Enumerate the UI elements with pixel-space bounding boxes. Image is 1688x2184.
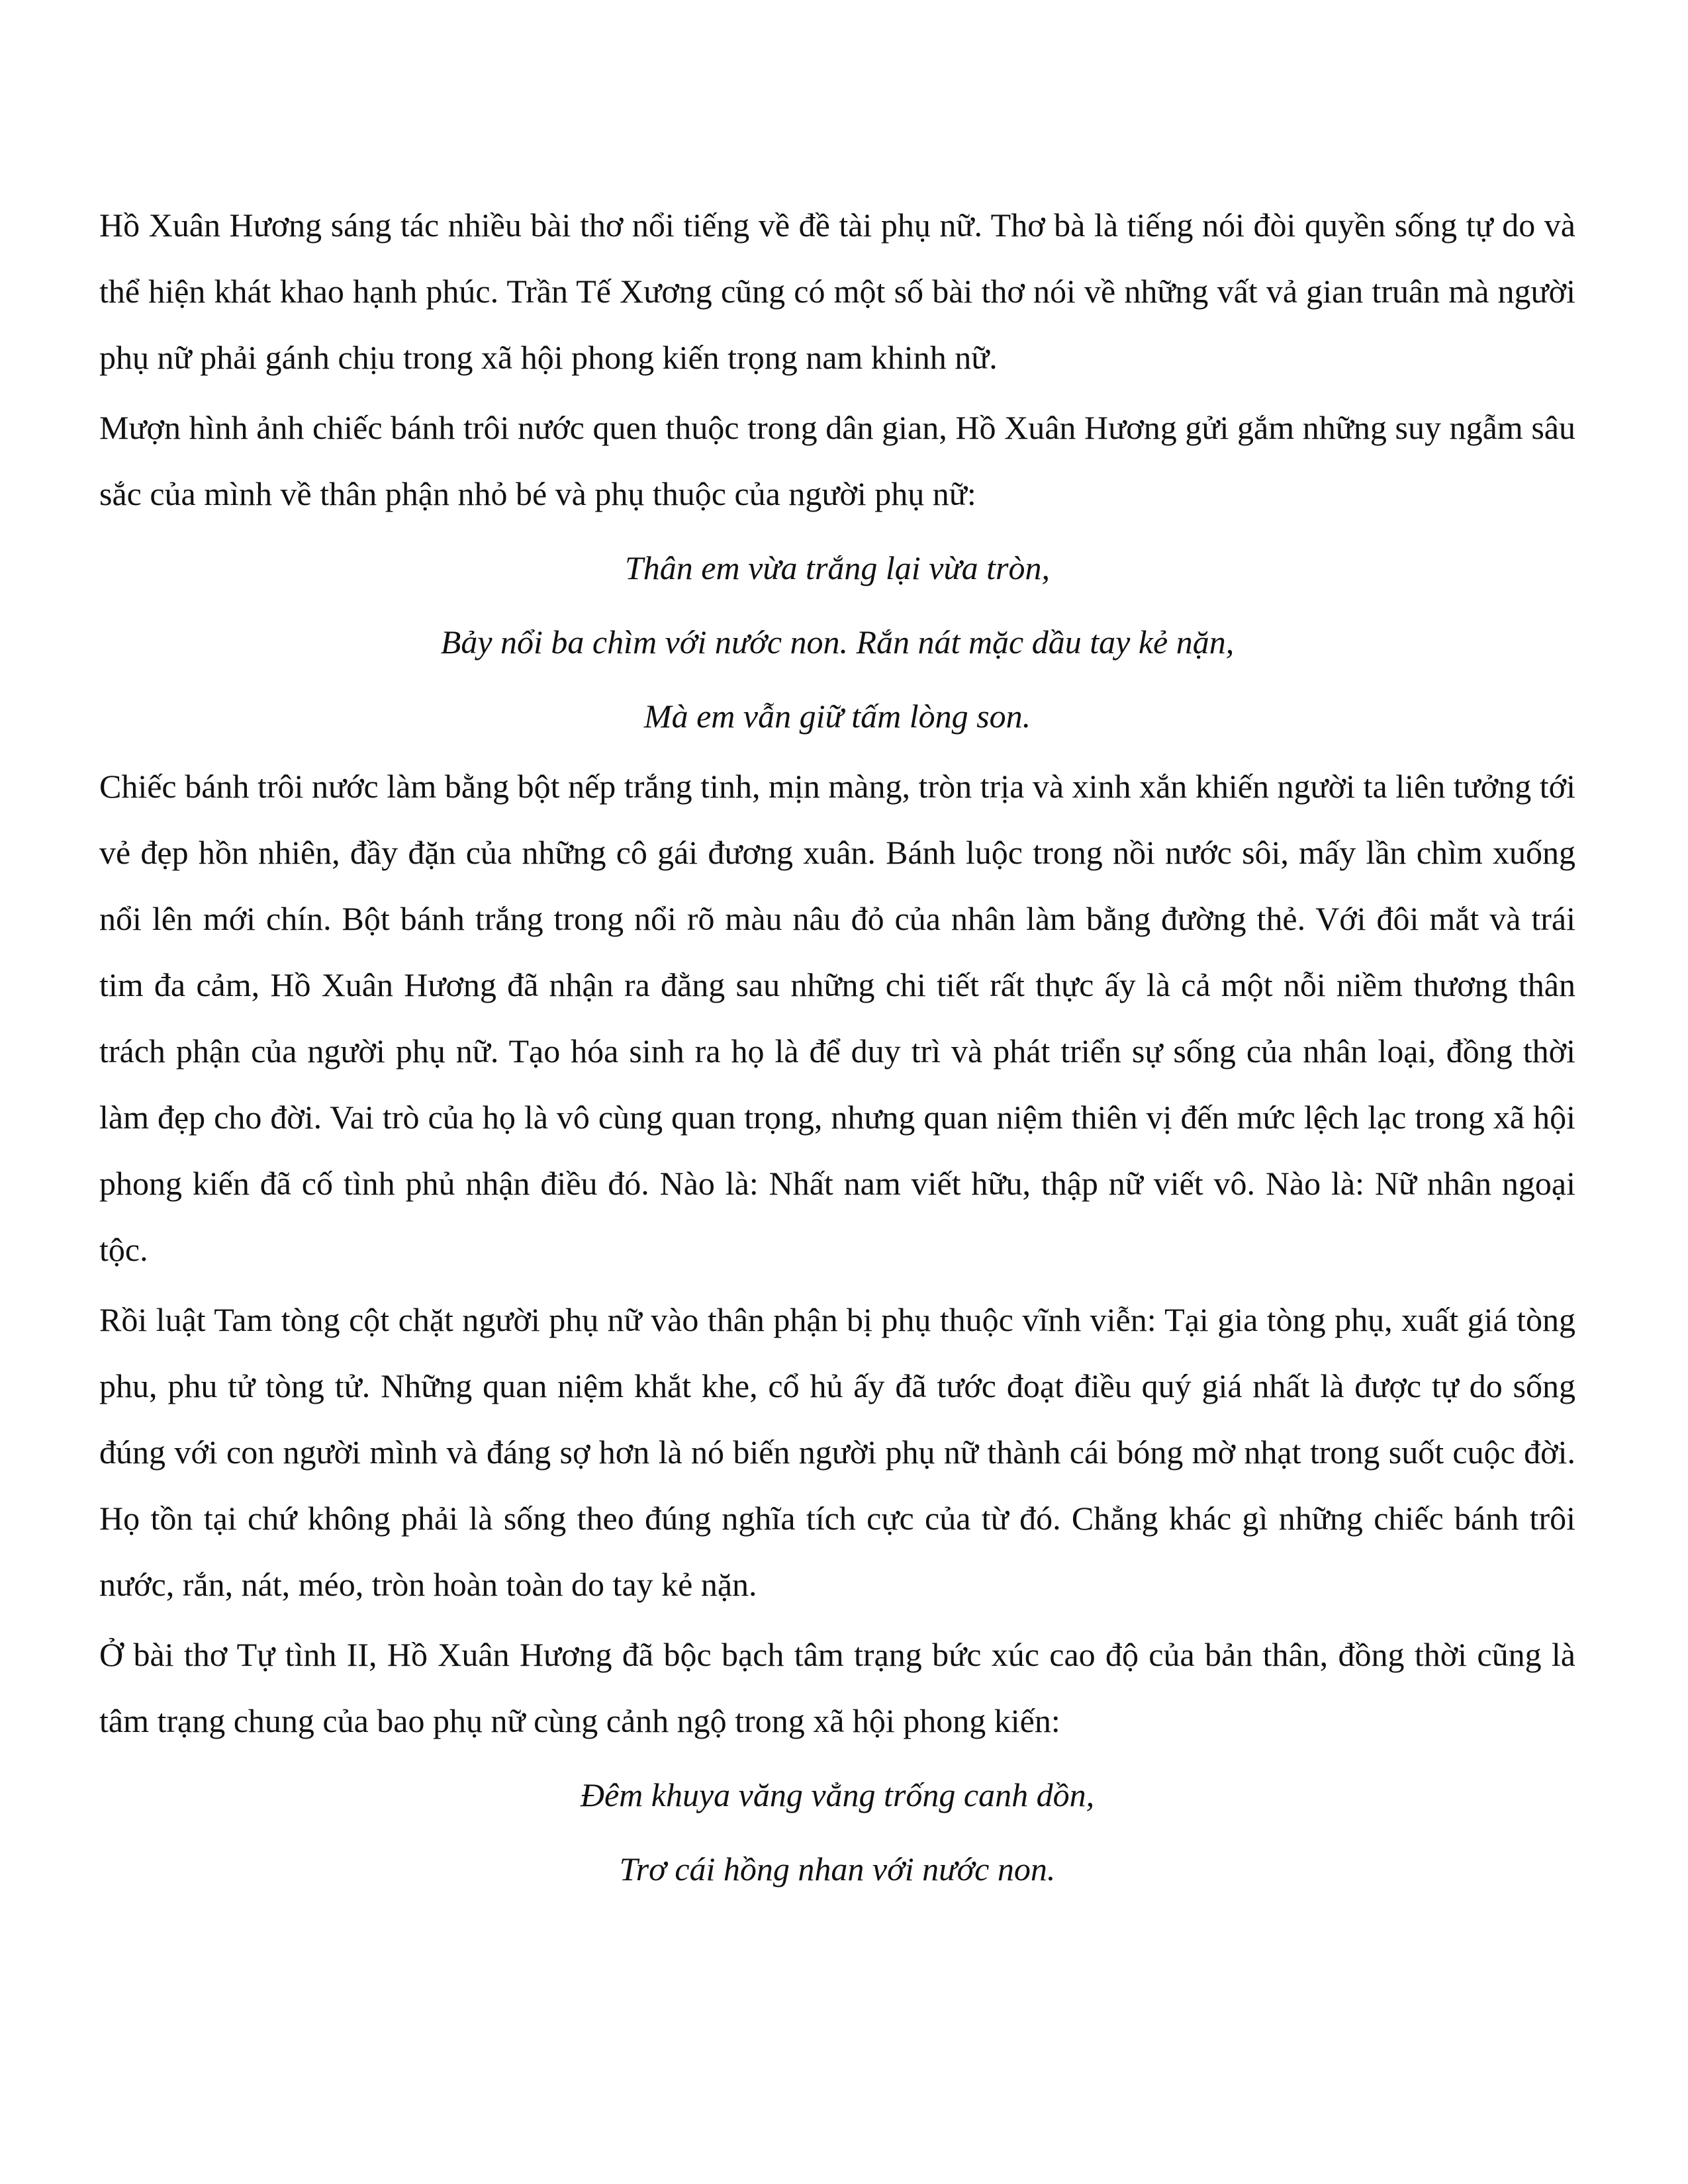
poem-excerpt (99, 531, 1575, 753)
paragraph: Ở bài thơ Tự tình II, Hồ Xuân Hương đã bộc bạch tâm trạng bức xúc cao độ của bản thân, đồng thời cũng là tâm trạng chung của bao phụ nữ cùng cảnh ngộ trong xã hội phong kiến: (99, 1636, 1575, 1739)
document-page (99, 192, 1575, 1906)
poem-excerpt (99, 1758, 1575, 1906)
verse-line: Thân em vừa trắng lại vừa tròn, (624, 549, 1051, 586)
verse-line: Đêm khuya văng vẳng trống canh dồn, (580, 1776, 1095, 1813)
paragraph: Rồi luật Tam tòng cột chặt người phụ nữ vào thân phận bị phụ thuộc vĩnh viễn: Tại gia tòng phụ, xuất giá tòng phu, phu tử tòng tử. Những quan niệm khắt khe, cổ hủ ấy đã tước đoạt điều quý giá nhất là được tự do sống đúng với con người mình và đáng sợ hơn là nó biến người phụ nữ thành cái bóng mờ nhạt trong suốt cuộc đời. Họ tồn tại chứ không phải là sống theo đúng nghĩa tích cực của từ đó. Chẳng khác gì những chiếc bánh trôi nước, rắn, nát, méo, tròn hoàn toàn do tay kẻ nặn. (99, 1301, 1575, 1603)
verse-line: Mà em vẫn giữ tấm lòng son. (643, 698, 1031, 735)
verse-line: Bảy nổi ba chìm với nước non. Rắn nát mặc dầu tay kẻ nặn, (440, 623, 1235, 660)
paragraph: Hồ Xuân Hương sáng tác nhiều bài thơ nổi tiếng về đề tài phụ nữ. Thơ bà là tiếng nói đòi quyền sống tự do và thể hiện khát khao hạnh phúc. Trần Tế Xương cũng có một số bài thơ nói về những vất vả gian truân mà người phụ nữ phải gánh chịu trong xã hội phong kiến trọng nam khinh nữ. (99, 206, 1575, 376)
paragraph: Mượn hình ảnh chiếc bánh trôi nước quen thuộc trong dân gian, Hồ Xuân Hương gửi gắm những suy ngẫm sâu sắc của mình về thân phận nhỏ bé và phụ thuộc của người phụ nữ: (99, 409, 1575, 512)
paragraph: Chiếc bánh trôi nước làm bằng bột nếp trắng tinh, mịn màng, tròn trịa và xinh xắn khiến người ta liên tưởng tới vẻ đẹp hồn nhiên, đầy đặn của những cô gái đương xuân. Bánh luộc trong nồi nước sôi, mấy lần chìm xuống nổi lên mới chín. Bột bánh trắng trong nổi rõ màu nâu đỏ của nhân làm bằng đường thẻ. Với đôi mắt và trái tim đa cảm, Hồ Xuân Hương đã nhận ra đằng sau những chi tiết rất thực ấy là cả một nỗi niềm thương thân trách phận của người phụ nữ. Tạo hóa sinh ra họ là để duy trì và phát triển sự sống của nhân loại, đồng thời làm đẹp cho đời. Vai trò của họ là vô cùng quan trọng, nhưng quan niệm thiên vị đến mức lệch lạc trong xã hội phong kiến đã cố tình phủ nhận điều đó. Nào là: Nhất nam viết hữu, thập nữ viết vô. Nào là: Nữ nhân ngoại tộc. (99, 768, 1575, 1268)
verse-line: Trơ cái hồng nhan với nước non. (619, 1850, 1056, 1888)
